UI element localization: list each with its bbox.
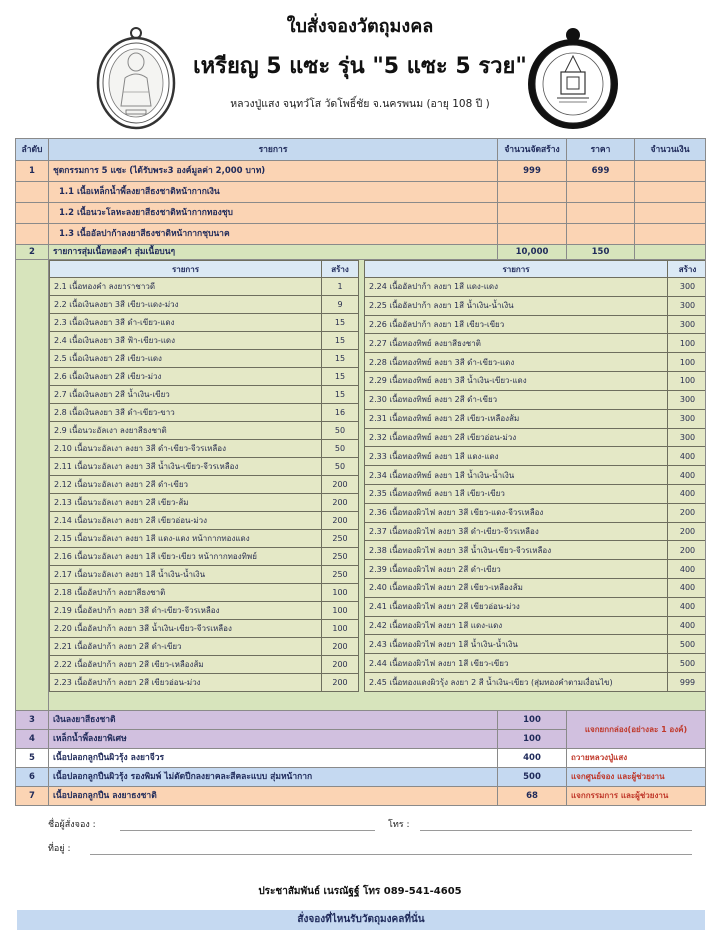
inner-table-row: [50, 296, 359, 314]
row-item: 1.1 เนื้อเหล็กน้ำพี้ลงยาสีธงชาติหน้ากากเงิน: [49, 182, 498, 203]
inner-item: 2.7 เนื้อเงินลงยา 2สี น้ำเงิน-เขียว: [50, 386, 322, 404]
monk-name-line: หลวงปู่แสง จนฺทวํโส วัดโพธิ์ชัย จ.นครพนม (อายุ 108 ปี ): [230, 98, 490, 110]
inner-table-row: [365, 372, 706, 391]
inner-qty: 15: [322, 332, 359, 350]
row-qty: 400: [498, 749, 567, 768]
inner-qty: 50: [322, 440, 359, 458]
order-form: [0, 816, 720, 866]
phone-label: โทร :: [388, 820, 410, 830]
inner-table-row: [50, 386, 359, 404]
inner-qty: 100: [668, 353, 706, 372]
inner-table-row: [50, 656, 359, 674]
inner-qty: 250: [322, 548, 359, 566]
inner-item: 2.4 เนื้อเงินลงยา 3สี ฟ้า-เขียว-แดง: [50, 332, 322, 350]
inner-qty: 1: [322, 278, 359, 296]
inner-header-row: [365, 261, 706, 278]
inner-qty: 200: [322, 656, 359, 674]
table-subrow: [16, 182, 706, 203]
row-no: 7: [16, 787, 49, 806]
row-no-empty: [16, 260, 49, 711]
row-no-empty: [16, 224, 49, 245]
row-no: 4: [16, 730, 49, 749]
name-field[interactable]: [120, 830, 375, 831]
inner-table-row: [50, 512, 359, 530]
inner-item: 2.40 เนื้อทองผิวไฟ ลงยา 2สี เขียว-เหลืองส้ม: [365, 579, 668, 598]
row-item: เนื้อปลอกลูกปืน ลงยาธงชาติ: [49, 787, 498, 806]
inner-item: 2.28 เนื้อทองทิพย์ ลงยา 3สี ดำ-เขียว-แดง: [365, 353, 668, 372]
row-amount-input[interactable]: [635, 224, 706, 245]
inner-qty: 400: [668, 466, 706, 485]
col-header-price: ราคา: [567, 139, 635, 161]
inner-table-row: [365, 654, 706, 673]
row-qty: 68: [498, 787, 567, 806]
inner-item: 2.3 เนื้อเงินลงยา 3สี ดำ-เขียว-แดง: [50, 314, 322, 332]
inner-tables-container: [49, 260, 706, 711]
inner-qty: 300: [668, 296, 706, 315]
inner-header-item: รายการ: [50, 261, 322, 278]
inner-table-row: [50, 602, 359, 620]
row-no: 1: [16, 161, 49, 182]
inner-qty: 500: [668, 654, 706, 673]
inner-qty: 200: [322, 476, 359, 494]
inner-qty: 300: [668, 428, 706, 447]
table-row: [16, 787, 706, 806]
inner-qty: 50: [322, 422, 359, 440]
inner-qty: 200: [322, 674, 359, 692]
row-qty-empty: [498, 203, 567, 224]
row-no-empty: [16, 182, 49, 203]
inner-item: 2.16 เนื้อนวะอัลเงา ลงยา 1สี เขียว-เขียว หน้ากากทองทิพย์: [50, 548, 322, 566]
inner-table-row: [50, 422, 359, 440]
inner-table-row: [365, 635, 706, 654]
inner-item: 2.23 เนื้ออัลปาก้า ลงยา 2สี เขียวอ่อน-ม่วง: [50, 674, 322, 692]
inner-item: 2.25 เนื้ออัลปาก้า ลงยา 1สี น้ำเงิน-น้ำเงิน: [365, 296, 668, 315]
inner-qty: 250: [322, 530, 359, 548]
inner-qty: 400: [668, 597, 706, 616]
inner-item: 2.10 เนื้อนวะอัลเงา ลงยา 3สี ดำ-เขียว-จีวรเหลือง: [50, 440, 322, 458]
inner-item: 2.37 เนื้อทองผิวไฟ ลงยา 3สี ดำ-เขียว-จีวรเหลือง: [365, 522, 668, 541]
row-amount-input[interactable]: [635, 203, 706, 224]
inner-item: 2.31 เนื้อทองทิพย์ ลงยา 2สี เขียว-เหลืองส้ม: [365, 409, 668, 428]
coin-series-title: เหรียญ 5 แซะ รุ่น "5 แซะ 5 รวย": [193, 54, 527, 79]
inner-qty: 400: [668, 560, 706, 579]
inner-table-row: [50, 494, 359, 512]
table-row: [16, 711, 706, 730]
inner-table-row: [50, 566, 359, 584]
row-note: ถวายหลวงปู่แสง: [567, 749, 706, 768]
inner-qty: 400: [668, 616, 706, 635]
inner-item: 2.15 เนื้อนวะอัลเงา ลงยา 1สี แดง-แดง หน้ากากทองแดง: [50, 530, 322, 548]
inner-table-row: [50, 404, 359, 422]
inner-item: 2.36 เนื้อทองผิวไฟ ลงยา 3สี เขียว-แดง-จีวรเหลือง: [365, 503, 668, 522]
row-item: เนื้อปลอกลูกปืนผิวรุ้ง รองพิมพ์ ไม่ตัดปีกลงยาคละสีคละแบบ สุ่มหน้ากาก: [49, 768, 498, 787]
contact-line: ประชาสัมพันธ์ เนรณัฐฐ์ โทร 089-541-4605: [258, 886, 462, 897]
row-item: เนื้อปลอกลูกปืนผิวรุ้ง ลงยาจีวร: [49, 749, 498, 768]
inner-header-row: [50, 261, 359, 278]
inner-qty: 200: [322, 638, 359, 656]
inner-qty: 300: [668, 390, 706, 409]
inner-table-row: [365, 597, 706, 616]
inner-item: 2.13 เนื้อนวะอัลเงา ลงยา 2สี เขียว-ส้ม: [50, 494, 322, 512]
row-item: 1.3 เนื้ออัลปาก้าลงยาสีธงชาติหน้ากากชุบนาค: [49, 224, 498, 245]
table-header-row: [16, 139, 706, 161]
temple-medallion-back-icon: [525, 26, 621, 130]
inner-item: 2.5 เนื้อเงินลงยา 2สี เขียว-แดง: [50, 350, 322, 368]
inner-qty: 15: [322, 350, 359, 368]
inner-table-row: [50, 368, 359, 386]
inner-table-row: [365, 447, 706, 466]
inner-item: 2.21 เนื้ออัลปาก้า ลงยา 2สี ดำ-เขียว: [50, 638, 322, 656]
inner-item: 2.33 เนื้อทองทิพย์ ลงยา 1สี แดง-แดง: [365, 447, 668, 466]
monk-medallion-front-icon: [93, 26, 179, 130]
inner-item: 2.43 เนื้อทองผิวไฟ ลงยา 1สี น้ำเงิน-น้ำเงิน: [365, 635, 668, 654]
inner-item: 2.41 เนื้อทองผิวไฟ ลงยา 2สี เขียวอ่อน-ม่วง: [365, 597, 668, 616]
inner-qty: 300: [668, 315, 706, 334]
col-header-no: ลำดับ: [16, 139, 49, 161]
inner-table-row: [50, 620, 359, 638]
inner-qty: 100: [668, 334, 706, 353]
inner-item: 2.1 เนื้อทองคำ ลงยาราชาวดี: [50, 278, 322, 296]
row-qty: 999: [498, 161, 567, 182]
inner-item: 2.29 เนื้อทองทิพย์ ลงยา 3สี น้ำเงิน-เขียว-แดง: [365, 372, 668, 391]
table-row: [16, 749, 706, 768]
table-row: [16, 768, 706, 787]
row-qty: 100: [498, 730, 567, 749]
inner-header-qty: สร้าง: [668, 261, 706, 278]
inner-qty: 100: [322, 602, 359, 620]
inner-qty: 250: [322, 566, 359, 584]
row-item: รายการสุ่มเนื้อทองคำ สุ่มเนื้อบนๆ: [49, 245, 498, 260]
inner-table-row: [365, 616, 706, 635]
inner-table-row: [50, 440, 359, 458]
row-amount-input[interactable]: [635, 245, 706, 260]
inner-table-row: [365, 296, 706, 315]
inner-item: 2.24 เนื้ออัลปาก้า ลงยา 1สี แดง-แดง: [365, 278, 668, 297]
inner-item: 2.45 เนื้อทองแดงผิวรุ้ง ลงยา 2 สี น้ำเงิน-เขียว (สุ่มทองคำตามเงื่อนไข): [365, 673, 668, 692]
inner-item: 2.17 เนื้อนวะอัลเงา ลงยา 1สี น้ำเงิน-น้ำเงิน: [50, 566, 322, 584]
inner-item: 2.44 เนื้อทองผิวไฟ ลงยา 1สี เขียว-เขียว: [365, 654, 668, 673]
inner-table-row: [50, 458, 359, 476]
inner-qty: 200: [322, 494, 359, 512]
inner-qty: 400: [668, 447, 706, 466]
row-price: 699: [567, 161, 635, 182]
row-price-empty: [567, 224, 635, 245]
inner-tables-row: [16, 260, 706, 711]
inner-table-row: [365, 409, 706, 428]
row-price-empty: [567, 182, 635, 203]
inner-table-row: [50, 332, 359, 350]
inner-table-left: [49, 260, 359, 692]
order-table: [15, 138, 706, 806]
inner-table-row: [50, 350, 359, 368]
inner-item: 2.22 เนื้ออัลปาก้า ลงยา 2สี เขียว-เหลืองส้ม: [50, 656, 322, 674]
address-field[interactable]: [90, 854, 692, 855]
table-subrow: [16, 224, 706, 245]
row-item: เหล็กน้ำพี้ลงยาพิเศษ: [49, 730, 498, 749]
bottom-spacer: [0, 930, 720, 944]
col-header-amount: จำนวนเงิน: [635, 139, 706, 161]
inner-item: 2.39 เนื้อทองผิวไฟ ลงยา 2สี ดำ-เขียว: [365, 560, 668, 579]
header-block: [0, 0, 720, 138]
inner-item: 2.19 เนื้ออัลปาก้า ลงยา 3สี ดำ-เขียว-จีวรเหลือง: [50, 602, 322, 620]
inner-table-row: [365, 315, 706, 334]
inner-table-row: [365, 484, 706, 503]
inner-item: 2.18 เนื้ออัลปาก้า ลงยาสีธงชาติ: [50, 584, 322, 602]
inner-item: 2.8 เนื้อเงินลงยา 3สี ดำ-เขียว-ขาว: [50, 404, 322, 422]
row-note: แจกกรรมการ และผู้ช่วยงาน: [567, 787, 706, 806]
inner-item: 2.9 เนื้อนวะอัลเงา ลงยาสีธงชาติ: [50, 422, 322, 440]
inner-qty: 100: [322, 584, 359, 602]
inner-table-row: [365, 673, 706, 692]
row-note: แจกยกกล่อง(อย่างละ 1 องค์): [567, 711, 706, 749]
inner-table-row: [365, 503, 706, 522]
inner-qty: 300: [668, 409, 706, 428]
inner-table-row: [50, 548, 359, 566]
footer-banner: สั่งจองที่ไหนรับวัตถุมงคลที่นั่น: [17, 910, 705, 930]
row-price-empty: [567, 203, 635, 224]
inner-qty: 100: [668, 372, 706, 391]
inner-item: 2.2 เนื้อเงินลงยา 3สี เขียว-แดง-ม่วง: [50, 296, 322, 314]
inner-item: 2.14 เนื้อนวะอัลเงา ลงยา 2สี เขียวอ่อน-ม่วง: [50, 512, 322, 530]
inner-qty: 200: [668, 503, 706, 522]
inner-qty: 15: [322, 368, 359, 386]
inner-table-row: [365, 353, 706, 372]
inner-qty: 9: [322, 296, 359, 314]
inner-table-row: [50, 584, 359, 602]
inner-qty: 16: [322, 404, 359, 422]
inner-qty: 500: [668, 635, 706, 654]
inner-item: 2.35 เนื้อทองทิพย์ ลงยา 1สี เขียว-เขียว: [365, 484, 668, 503]
row-no: 3: [16, 711, 49, 730]
inner-header-item: รายการ: [365, 261, 668, 278]
inner-header-qty: สร้าง: [322, 261, 359, 278]
inner-item: 2.42 เนื้อทองผิวไฟ ลงยา 1สี แดง-แดง: [365, 616, 668, 635]
inner-table-row: [50, 638, 359, 656]
table-row: [16, 161, 706, 182]
inner-table-row: [50, 674, 359, 692]
row-qty-empty: [498, 182, 567, 203]
inner-qty: 200: [322, 512, 359, 530]
inner-item: 2.12 เนื้อนวะอัลเงา ลงยา 2สี ดำ-เขียว: [50, 476, 322, 494]
inner-item: 2.32 เนื้อทองทิพย์ ลงยา 2สี เขียวอ่อน-ม่วง: [365, 428, 668, 447]
row-qty: 500: [498, 768, 567, 787]
col-header-item: รายการ: [49, 139, 498, 161]
inner-item: 2.20 เนื้ออัลปาก้า ลงยา 3สี น้ำเงิน-เขียว-จีวรเหลือง: [50, 620, 322, 638]
inner-qty: 400: [668, 579, 706, 598]
inner-table-row: [365, 541, 706, 560]
row-no: 6: [16, 768, 49, 787]
inner-qty: 50: [322, 458, 359, 476]
inner-item: 2.34 เนื้อทองทิพย์ ลงยา 1สี น้ำเงิน-น้ำเงิน: [365, 466, 668, 485]
row-note: แจกศูนย์จอง และผู้ช่วยงาน: [567, 768, 706, 787]
row-amount-input[interactable]: [635, 182, 706, 203]
inner-item: 2.30 เนื้อทองทิพย์ ลงยา 2สี ดำ-เขียว: [365, 390, 668, 409]
row-no: 5: [16, 749, 49, 768]
row-price: 150: [567, 245, 635, 260]
inner-qty: 15: [322, 386, 359, 404]
inner-qty: 300: [668, 278, 706, 297]
inner-table-row: [50, 314, 359, 332]
inner-item: 2.26 เนื้ออัลปาก้า ลงยา 1สี เขียว-เขียว: [365, 315, 668, 334]
form-title: ใบสั่งจองวัตถุมงคล: [286, 16, 434, 37]
inner-table-row: [50, 476, 359, 494]
row-no: 2: [16, 245, 49, 260]
inner-item: 2.6 เนื้อเงินลงยา 2สี เขียว-ม่วง: [50, 368, 322, 386]
inner-item: 2.38 เนื้อทองผิวไฟ ลงยา 3สี น้ำเงิน-เขียว-จีวรเหลือง: [365, 541, 668, 560]
inner-table-right: [364, 260, 706, 692]
inner-table-row: [50, 530, 359, 548]
row-item: ชุดกรรมการ 5 แซะ (ได้รับพระ3 องค์มูลค่า 2,000 บาท): [49, 161, 498, 182]
table-subrow: [16, 203, 706, 224]
row-item: เงินลงยาสีธงชาติ: [49, 711, 498, 730]
inner-table-row: [365, 390, 706, 409]
inner-table-row: [365, 334, 706, 353]
row-item: 1.2 เนื้อนวะโลหะลงยาสีธงชาติหน้ากากทองชุบ: [49, 203, 498, 224]
inner-qty: 15: [322, 314, 359, 332]
inner-qty: 400: [668, 484, 706, 503]
inner-table-row: [365, 428, 706, 447]
address-label: ที่อยู่ :: [48, 844, 71, 854]
name-label: ชื่อผู้สั่งจอง :: [48, 820, 96, 830]
inner-table-row: [365, 560, 706, 579]
inner-table-row: [365, 466, 706, 485]
row-amount-input[interactable]: [635, 161, 706, 182]
inner-table-row: [365, 278, 706, 297]
row-no-empty: [16, 203, 49, 224]
inner-qty: 200: [668, 522, 706, 541]
row-qty: 100: [498, 711, 567, 730]
inner-table-row: [50, 278, 359, 296]
inner-table-row: [365, 522, 706, 541]
inner-qty: 200: [668, 541, 706, 560]
inner-table-row: [365, 579, 706, 598]
inner-item: 2.11 เนื้อนวะอัลเงา ลงยา 3สี น้ำเงิน-เขียว-จีวรเหลือง: [50, 458, 322, 476]
inner-qty: 100: [322, 620, 359, 638]
inner-qty: 999: [668, 673, 706, 692]
row-qty-empty: [498, 224, 567, 245]
phone-field[interactable]: [420, 830, 692, 831]
inner-item: 2.27 เนื้อทองทิพย์ ลงยาสีธงชาติ: [365, 334, 668, 353]
col-header-qty: จำนวนจัดสร้าง: [498, 139, 567, 161]
row-qty: 10,000: [498, 245, 567, 260]
table-row: [16, 245, 706, 260]
